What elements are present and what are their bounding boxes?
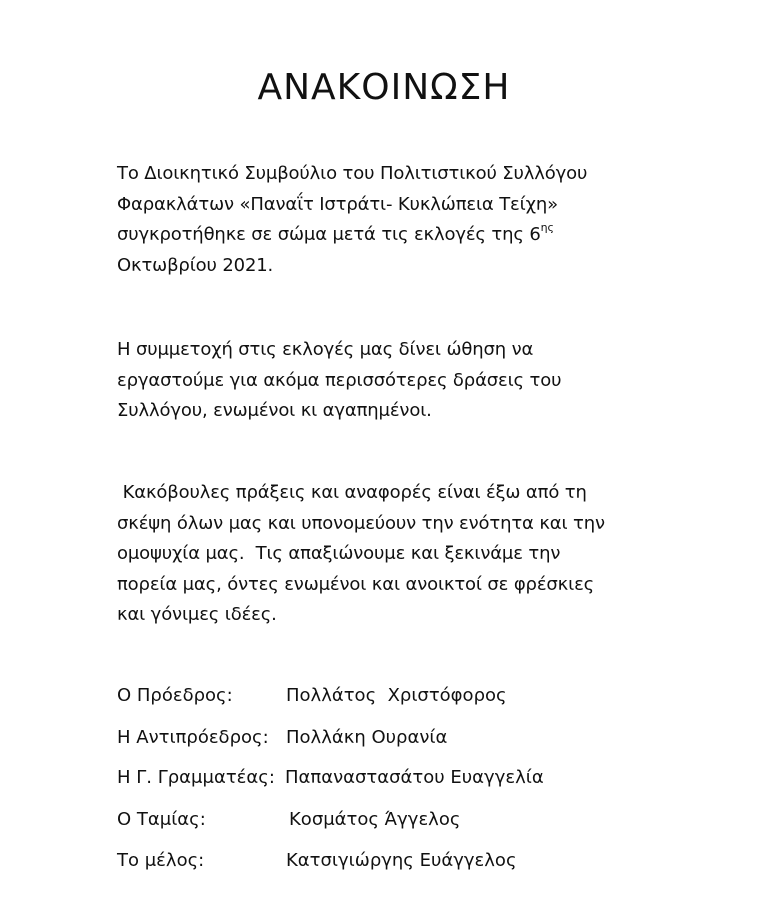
board-role-president: Ο Πρόεδρος: — [117, 685, 233, 706]
board-member-row — [117, 763, 677, 793]
board-name-treasurer: Κοσμάτος Άγγελος — [289, 809, 461, 830]
paragraph-line: Η συμμετοχή στις εκλογές μας δίνει ώθηση να — [117, 339, 534, 360]
paragraph-participation — [117, 335, 677, 427]
paragraph-line — [117, 220, 677, 251]
paragraph-line: Οκτωβρίου 2021. — [117, 254, 274, 276]
board-role-secretary: Η Γ. Γραμματέας: — [117, 767, 275, 788]
announcement-title: ΑΝΑΚΟΙΝΩΣΗ — [257, 67, 511, 108]
board-member-row — [117, 805, 677, 835]
board-role-vice-president: Η Αντιπρόεδρος: — [117, 727, 269, 748]
paragraph-line: Το Διοικητικό Συμβούλιο του Πολιτιστικού Συλλόγου — [117, 163, 588, 184]
board-name-member: Κατσιγιώργης Ευάγγελος — [286, 850, 517, 871]
paragraph-line: εργαστούμε για ακόμα περισσότερες δράσεις του — [117, 369, 562, 391]
board-member-row — [117, 723, 677, 753]
paragraph-statement — [117, 478, 677, 631]
paragraph-line: πορεία μας, όντες ενωμένοι και ανοικτοί σε φρέσκιες — [117, 573, 595, 595]
paragraph-line: Φαρακλάτων «Παναΐτ Ιστράτι- Κυκλώπεια Τείχη» — [117, 193, 558, 215]
board-role-treasurer: Ο Ταμίας: — [117, 809, 206, 830]
paragraph-line-text: συγκροτήθηκε σε σώμα μετά τις εκλογές της 6 — [117, 224, 541, 245]
board-name-secretary: Παπαναστασάτου Ευαγγελία — [285, 767, 544, 788]
board-name-vice-president: Πολλάκη Ουρανία — [286, 727, 448, 748]
paragraph-line: σκέψη όλων μας και υπονομεύουν την ενότητα και την — [117, 512, 605, 534]
paragraph-board-formation — [117, 159, 677, 281]
paragraph-line: Συλλόγου, ενωμένοι κι αγαπημένοι. — [117, 400, 432, 421]
paragraph-line: ομοψυχία μας. Τις απαξιώνουμε και ξεκινάμε την — [117, 543, 561, 564]
board-role-member: Το μέλος: — [117, 850, 205, 871]
board-member-row — [117, 846, 677, 876]
paragraph-line: Κακόβουλες πράξεις και αναφορές είναι έξω από τη — [117, 482, 587, 503]
paragraph-line: και γόνιμες ιδέες. — [117, 604, 277, 625]
board-name-president: Πολλάτος Χριστόφορος — [286, 685, 507, 706]
ordinal-superscript: ης — [540, 221, 554, 234]
board-member-row — [117, 681, 677, 711]
